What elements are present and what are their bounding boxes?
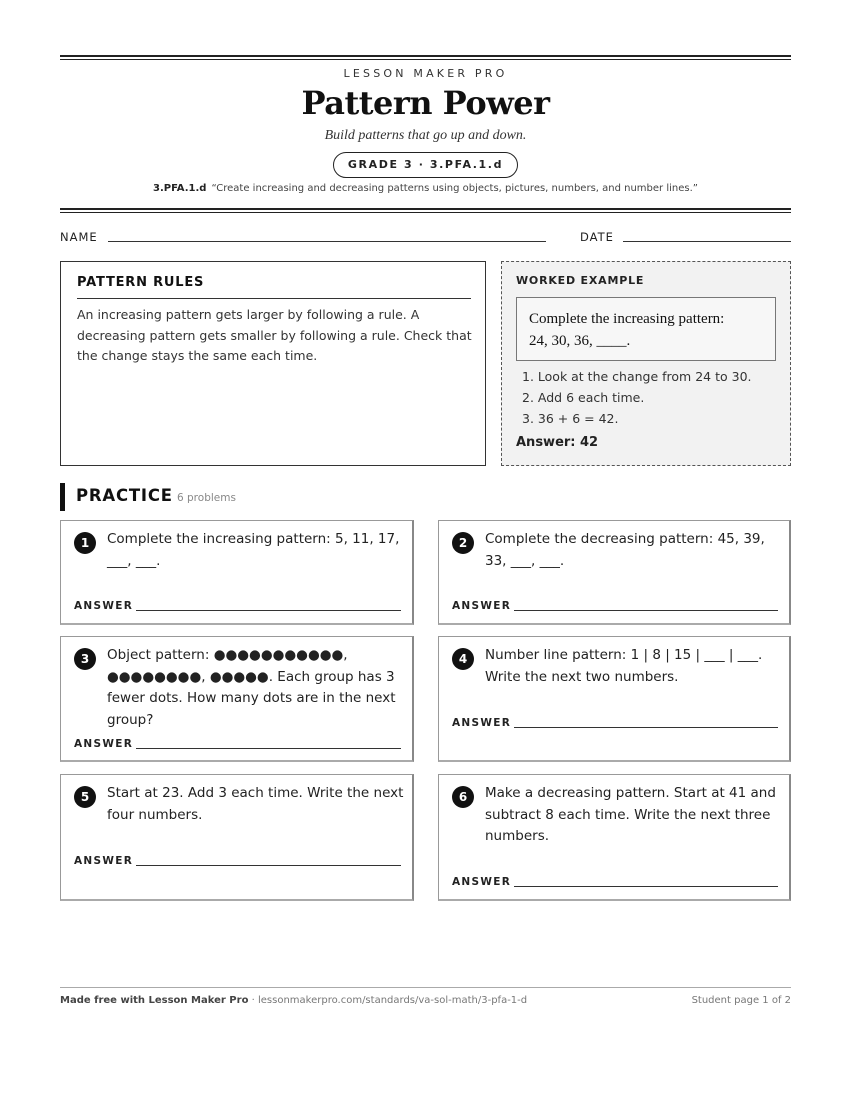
pattern-rules-heading: PATTERN RULES (77, 275, 205, 290)
practice-accent-bar (60, 483, 65, 511)
problem-number: 4 (452, 648, 474, 670)
answer-field-1[interactable] (136, 610, 401, 611)
worked-example-prompt-line: Complete the increasing pattern: (529, 311, 725, 327)
problem-card-6 (438, 774, 791, 901)
answer-field-6[interactable] (514, 886, 778, 887)
problem-card-4 (438, 636, 791, 762)
problem-text: Make a decreasing pattern. Start at 41 and subtract 8 each time. Write the next three numbers. (485, 785, 776, 844)
page-subtitle: Build patterns that go up and down. (324, 128, 527, 143)
divider (77, 298, 471, 299)
answer-field-3[interactable] (136, 748, 401, 749)
footer-rule (60, 987, 791, 988)
problem-text: Complete the increasing pattern: 5, 11, 17, ___, ___. (107, 531, 400, 569)
problem-text: Object pattern: ●●●●●●●●●●●, ●●●●●●●●, ●●●●●. Each group has 3 fewer dots. How many dots are in the next group? (107, 647, 396, 728)
problem-number: 6 (452, 786, 474, 808)
worked-example-heading: WORKED EXAMPLE (516, 274, 645, 287)
footer-made-with: Made free with Lesson Maker Pro (60, 995, 249, 1006)
date-field[interactable] (623, 241, 791, 242)
footer-page-number: Student page 1 of 2 (691, 995, 791, 1006)
problem-number: 3 (74, 648, 96, 670)
worked-example-steps (522, 366, 752, 429)
answer-label: ANSWER (452, 876, 512, 888)
worked-example-step: 3. 36 + 6 = 42. (522, 411, 619, 426)
practice-heading: PRACTICE (76, 486, 173, 505)
answer-label: ANSWER (74, 855, 134, 867)
worked-example-box (501, 261, 791, 466)
worked-example-prompt-line: 24, 30, 36, ____. (529, 333, 631, 349)
header-bottom-rule (60, 208, 791, 213)
pattern-rules-text: An increasing pattern gets larger by following a rule. A decreasing pattern gets smaller by following a rule. Check that the change stays the same each time. (77, 307, 472, 363)
pattern-rules-box (60, 261, 486, 466)
worked-example-step: 2. Add 6 each time. (522, 390, 645, 405)
worked-example-answer: Answer: 42 (516, 435, 599, 450)
standard-description (60, 183, 791, 194)
worksheet-page (60, 0, 791, 1100)
brand-name: LESSON MAKER PRO (343, 67, 508, 80)
problem-text: Complete the decreasing pattern: 45, 39, 33, ___, ___. (485, 531, 765, 569)
answer-field-2[interactable] (514, 610, 778, 611)
worked-example-prompt (516, 297, 776, 361)
header-top-rule (60, 55, 791, 60)
date-label: DATE (580, 230, 614, 244)
answer-label: ANSWER (74, 600, 134, 612)
standard-text: “Create increasing and decreasing patterns using objects, pictures, numbers, and number lines.” (211, 183, 698, 194)
answer-field-4[interactable] (514, 727, 778, 728)
problem-card-2 (438, 520, 791, 625)
worked-example-step: 1. Look at the change from 24 to 30. (522, 369, 752, 384)
problem-number: 1 (74, 532, 96, 554)
answer-label: ANSWER (74, 738, 134, 750)
standard-code: 3.PFA.1.d (153, 183, 207, 194)
problem-number: 5 (74, 786, 96, 808)
problem-card-3 (60, 636, 414, 762)
name-field[interactable] (108, 241, 546, 242)
problem-card-1 (60, 520, 414, 625)
problem-card-5 (60, 774, 414, 901)
practice-count: 6 problems (177, 492, 236, 504)
problem-number: 2 (452, 532, 474, 554)
answer-label: ANSWER (452, 600, 512, 612)
grade-badge: GRADE 3 · 3.PFA.1.d (333, 152, 518, 178)
footer-credit (60, 995, 527, 1006)
page-title: Pattern Power (301, 84, 550, 122)
footer-url[interactable]: · lessonmakerpro.com/standards/va-sol-math/3-pfa-1-d (248, 995, 528, 1006)
name-label: NAME (60, 230, 98, 244)
answer-field-5[interactable] (136, 865, 401, 866)
problem-text: Number line pattern: 1 | 8 | 15 | ___ | ___. Write the next two numbers. (485, 647, 763, 685)
problem-text: Start at 23. Add 3 each time. Write the next four numbers. (107, 785, 404, 823)
answer-label: ANSWER (452, 717, 512, 729)
